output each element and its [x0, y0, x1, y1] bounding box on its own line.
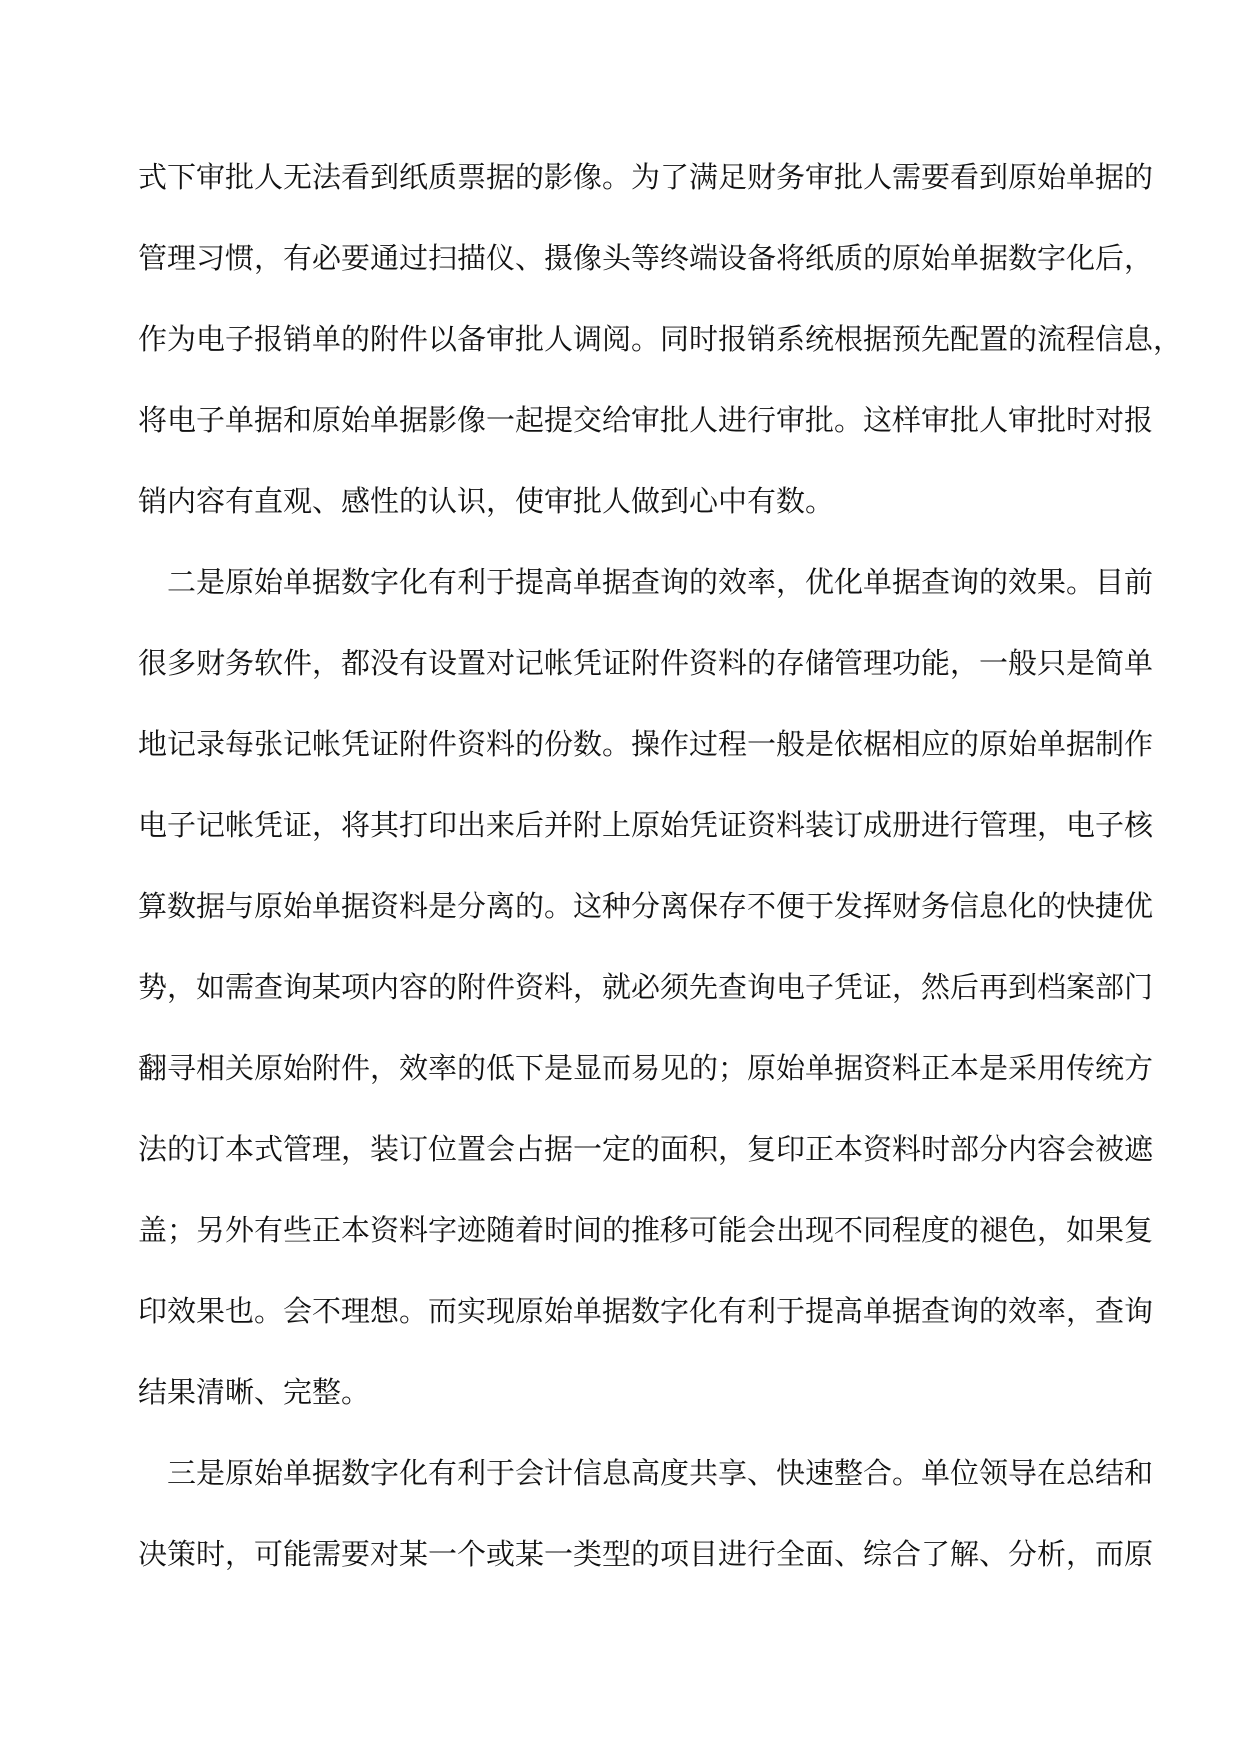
- text-line: 作为电子报销单的附件以备审批人调阅。同时报销系统根据预先配置的流程信息，: [138, 322, 1183, 356]
- text-line: 管理习惯，有必要通过扫描仪、摄像头等终端设备将纸质的原始单据数字化后，: [138, 241, 1154, 275]
- text-line: 将电子单据和原始单据影像一起提交给审批人进行审批。这样审批人审批时对报: [138, 403, 1154, 437]
- text-line: 算数据与原始单据资料是分离的。这种分离保存不便于发挥财务信息化的快捷优: [138, 889, 1154, 923]
- text-line: 很多财务软件，都没有设置对记帐凭证附件资料的存储管理功能，一般只是简单: [138, 646, 1154, 680]
- text-line: 印效果也。会不理想。而实现原始单据数字化有利于提高单据查询的效率，查询: [138, 1294, 1154, 1328]
- text-line: 式下审批人无法看到纸质票据的影像。为了满足财务审批人需要看到原始单据的: [138, 160, 1154, 194]
- text-line: 结果清晰、完整。: [138, 1375, 371, 1409]
- text-line: 地记录每张记帐凭证附件资料的份数。操作过程一般是依椐相应的原始单据制作: [138, 727, 1154, 761]
- document-body: [138, 159, 1183, 1617]
- paragraph-3: [138, 1455, 1154, 1617]
- text-line: 销内容有直观、感性的认识，使审批人做到心中有数。: [138, 484, 835, 518]
- text-line: 电子记帐凭证，将其打印出来后并附上原始凭证资料装订成册进行管理，电子核: [138, 808, 1154, 842]
- text-line: 决策时，可能需要对某一个或某一类型的项目进行全面、综合了解、分析，而原: [138, 1537, 1154, 1571]
- text-line: 盖；另外有些正本资料字迹随着时间的推移可能会出现不同程度的褪色，如果复: [138, 1213, 1154, 1247]
- paragraph-1: [138, 159, 1183, 564]
- text-line: 法的订本式管理，装订位置会占据一定的面积，复印正本资料时部分内容会被遮: [138, 1132, 1154, 1166]
- text-line: 二是原始单据数字化有利于提高单据查询的效率，优化单据查询的效果。目前: [138, 565, 1154, 599]
- text-line: 翻寻相关原始附件，效率的低下是显而易见的；原始单据资料正本是采用传统方: [138, 1051, 1154, 1085]
- paragraph-2: [138, 564, 1154, 1455]
- text-line: 三是原始单据数字化有利于会计信息高度共享、快速整合。单位领导在总结和: [138, 1456, 1154, 1490]
- text-line: 势，如需查询某项内容的附件资料，就必须先查询电子凭证，然后再到档案部门: [138, 970, 1154, 1004]
